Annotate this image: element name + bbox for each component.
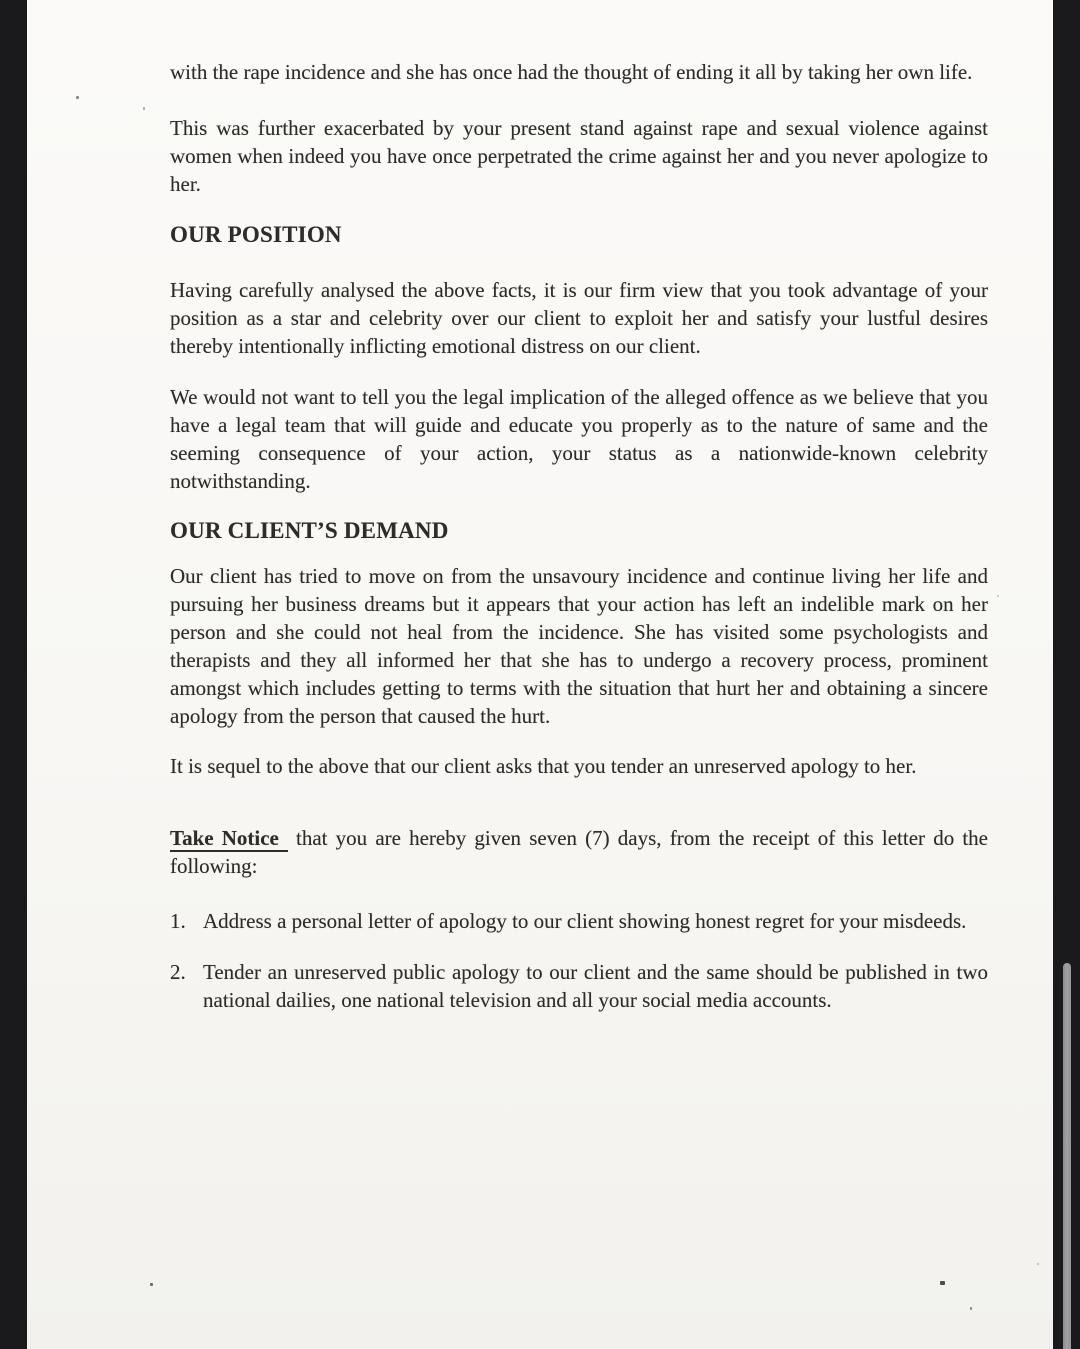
- list-item-1-text: Address a personal letter of apology to our client showing honest regret for your misdeeds.: [203, 909, 967, 933]
- scan-speck: [970, 1307, 972, 1310]
- heading-our-clients-demand: OUR CLIENT’S DEMAND: [170, 518, 449, 543]
- scan-speck: [143, 107, 145, 110]
- letter-body: [170, 0, 988, 1014]
- list-item-2-text: Tender an unreserved public apology to our client and the same should be published in two national dailies, one national television and all your social media accounts.: [203, 960, 988, 1012]
- list-item-2-number: 2.: [170, 960, 186, 984]
- document-page: [27, 0, 1053, 1349]
- paragraph-demand-recovery: Our client has tried to move on from the unsavoury incidence and continue living her life and pursuing her business dreams but it appears that your action has left an indelible mark on her person and she could not heal from the incidence. She has visited some psychologists and therapists and they all informed her that she has to undergo a recovery process, prominent amongst which includes getting to terms with the situation that hurt her and obtaining a sincere apology from the person that caused the hurt.: [170, 564, 988, 728]
- demand-list-item-1: [170, 907, 988, 935]
- paragraph-exacerbated: This was further exacerbated by your present stand against rape and sexual violence against women when indeed you have once perpetrated the crime against her and you never apologize to her.: [170, 116, 988, 196]
- paragraph-legal-implication: We would not want to tell you the legal implication of the alleged offence as we believe that you have a legal team that will guide and educate you properly as to the nature of same and the seeming consequence of your action, your status as a nationwide-known celebrity notwithstanding.: [170, 385, 988, 493]
- scan-speck: [997, 595, 999, 597]
- scan-speck: [150, 1283, 153, 1286]
- letterbox-left-bar: [0, 0, 27, 1349]
- take-notice-text: that you are hereby given seven (7) days, from the receipt of this letter do the following:: [170, 826, 989, 878]
- scan-speck: [940, 1281, 945, 1285]
- heading-our-position: OUR POSITION: [170, 222, 342, 247]
- demand-list-item-2: [170, 958, 988, 1014]
- take-notice-underlined-label: Take Notice: [170, 826, 288, 852]
- scan-speck: [76, 96, 79, 99]
- scrollbar-thumb[interactable]: [1063, 963, 1071, 1349]
- paragraph-demand-apology: It is sequel to the above that our client asks that you tender an unreserved apology to her.: [170, 754, 917, 778]
- paragraph-continuation: with the rape incidence and she has once had the thought of ending it all by taking her own life.: [170, 60, 973, 84]
- paragraph-take-notice: [170, 824, 988, 880]
- scan-speck: [1037, 1263, 1039, 1265]
- list-item-1-number: 1.: [170, 909, 186, 933]
- paragraph-position-view: Having carefully analysed the above facts, it is our firm view that you took advantage of your position as a star and celebrity over our client to exploit her and satisfy your lustful desires thereby intentionally inflicting emotional distress on our client.: [170, 278, 988, 358]
